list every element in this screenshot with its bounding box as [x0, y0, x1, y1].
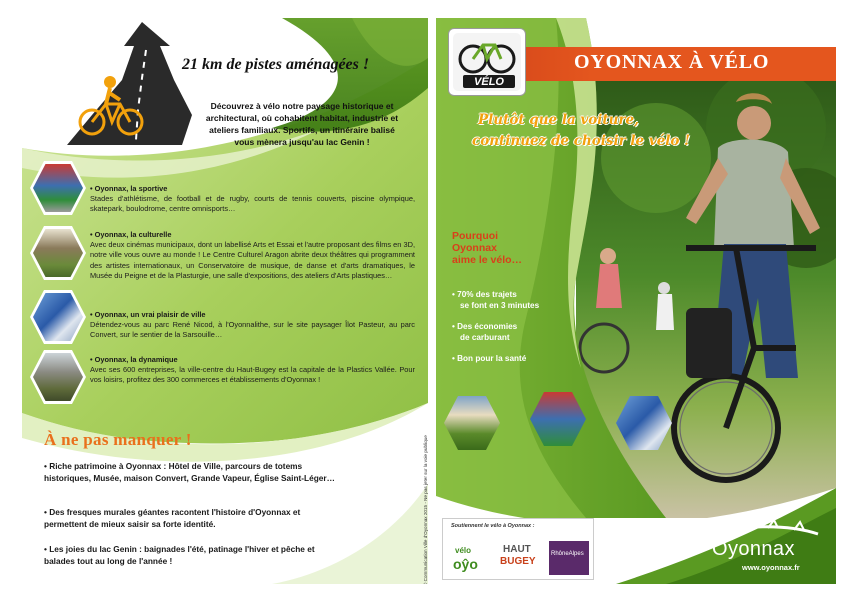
credit-text: © Communication Ville d'Oyonnax 2015 - Ne pas jeter sur la voie publique	[423, 435, 428, 586]
why-item-economies	[452, 322, 517, 343]
section-sportive-text: Stades d'athlétisme, de football et de rugby, courts de tennis couverts, piscine olympique, skatepark, boulodrome, centre omnisports…	[90, 194, 415, 214]
sponsor-haut-text: HAUT	[503, 544, 531, 555]
section-plaisir-title: • Oyonnax, un vrai plaisir de ville	[90, 310, 206, 319]
why-item-trajets	[452, 290, 539, 311]
oyonnax-url[interactable]: www.oyonnax.fr	[742, 563, 800, 572]
left-panel	[22, 18, 428, 584]
why-item-sante-line-1: • Bon pour la santé	[452, 354, 527, 363]
why-line-3: aime le vélo…	[452, 254, 523, 266]
sponsor-velo-text: vélo	[455, 546, 472, 555]
miss-item-lac: • Les joies du lac Genin : baignades l'été, patinage l'hiver et pêche et balades tout au long de l'année !	[44, 544, 315, 566]
section-dynamique-title: • Oyonnax, la dynamique	[90, 355, 178, 364]
tagline	[472, 110, 690, 152]
why-item-economies-line-2: de carburant	[460, 332, 510, 342]
sponsor-oyo-mark: oŷo	[453, 556, 478, 572]
section-culturelle	[90, 230, 415, 281]
section-culturelle-title: • Oyonnax, la culturelle	[90, 230, 172, 239]
section-plaisir-text: Détendez-vous au parc René Nicod, à l'Oyonnalithe, sur le site paysager Îlot Pasteur, au parc Convert, sur le sentier de la Sarsouille…	[90, 320, 415, 340]
sponsors-box	[442, 518, 594, 580]
intro-text: Découvrez à vélo notre paysage historique et architectural, où cohabitent habitat, industrie et ateliers familiaux. Sportifs, un itinéraire balisé vous mènera jusqu'au lac Genin !	[205, 101, 399, 147]
right-panel	[436, 18, 836, 584]
velo-logo-text: VÉLO	[474, 76, 504, 88]
stadium-photo	[530, 392, 586, 446]
sponsor-bugey-text: BUGEY	[500, 556, 536, 567]
why-title	[452, 230, 522, 266]
tagline-line-2: continuez de choisir le vélo !	[472, 133, 691, 149]
miss-item-fresques: • Des fresques murales géantes racontent l'histoire d'Oyonnax et permettent de mieux saisir sa forte identité.	[44, 507, 301, 529]
credit-vertical	[420, 418, 428, 584]
why-item-sante	[452, 354, 526, 365]
sponsor-rhone-text: RhôneAlpes	[551, 551, 584, 557]
why-line-1: Pourquoi	[452, 230, 499, 242]
headline: 21 km de pistes aménagées !	[182, 56, 370, 73]
section-sportive	[90, 184, 415, 215]
section-plaisir	[90, 310, 415, 341]
miss-item-patrimoine: • Riche patrimoine à Oyonnax : Hôtel de Ville, parcours de totems historiques, Musée, maison Convert, Grande Vapeur, Église Saint-Léger…	[44, 461, 335, 483]
sponsor-logos	[443, 519, 593, 579]
left-content	[22, 18, 428, 584]
why-item-trajets-line-2: se font en 3 minutes	[460, 300, 540, 310]
section-culturelle-text: Avec deux cinémas municipaux, dont un labellisé Arts et Essai et l'autre proposant des films en 3D, notre ville vous ouvre au monde ! Le Centre Culturel Aragon abrite deux théâtres qui programment des artistes internationaux, un Conservatoire de musique, de danse et d'arts dramatiques, le Musée du Peigne et de la Plasturgie, une salle d'expositions, des ateliers d'Arts plastiques…	[90, 240, 415, 280]
rhone-alpes-logo	[549, 541, 589, 575]
section-dynamique	[90, 355, 415, 386]
right-content	[436, 18, 836, 584]
tagline-line-1: Plutôt que la voiture,	[478, 112, 639, 128]
park-photo	[444, 396, 500, 450]
velo-logo-graphic	[449, 29, 525, 95]
road-cyclist-icon	[62, 20, 212, 145]
why-item-economies-line-1: • Des économies	[452, 322, 518, 331]
why-item-trajets-line-1: • 70% des trajets	[452, 290, 517, 299]
oyonnax-brand: Oyonnax	[712, 538, 795, 560]
building-photo	[616, 396, 672, 450]
section-sportive-title: • Oyonnax, la sportive	[90, 184, 168, 193]
why-line-2: Oyonnax	[452, 242, 497, 254]
main-title: OYONNAX À VÉLO	[574, 51, 770, 73]
section-dynamique-text: Avec ses 600 entreprises, la ville-centre du Haut-Bugey est la capitale de la Plastics Vallée. Pour vos loisirs, profitez des 300 commerces et établissements d'Oyonnax !	[90, 365, 415, 385]
miss-title: À ne pas manquer !	[44, 430, 192, 449]
sponsors-label: Soutiennent le vélo à Oyonnax :	[451, 523, 535, 529]
velo-logo	[448, 28, 526, 96]
